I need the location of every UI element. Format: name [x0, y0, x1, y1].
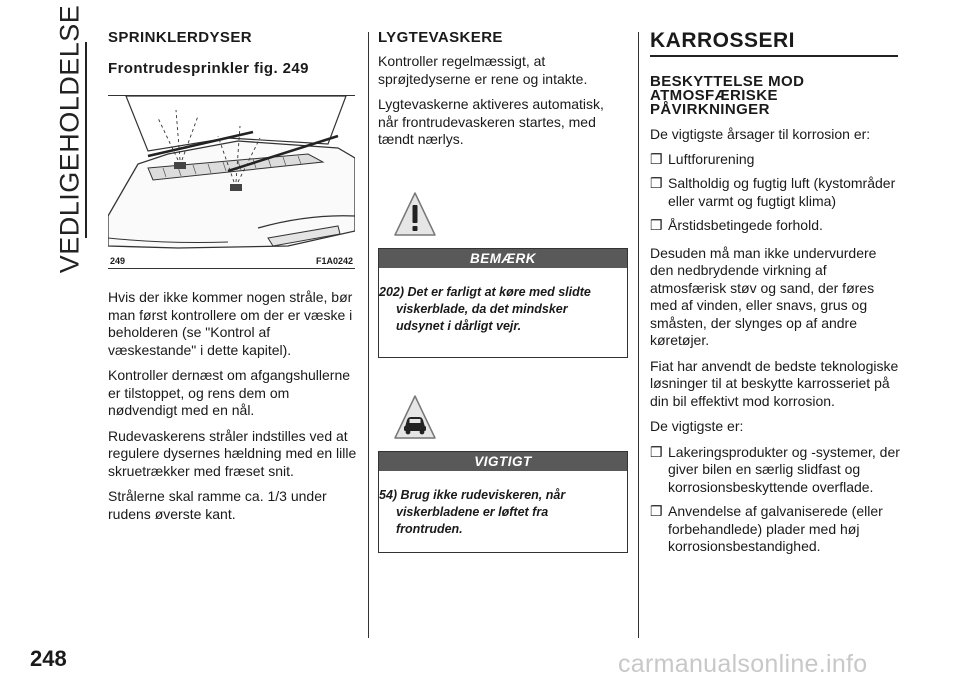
list-item: ❒ Årstidsbetingede forhold. [650, 217, 823, 233]
column-lygtevaskere [378, 30, 628, 553]
page-number: 248 [30, 646, 67, 671]
section-title-vertical: VEDLIGEHOLDELSE [54, 4, 85, 274]
figure-code: F1A0242 [315, 256, 353, 266]
windshield-sprinkler-illustration [108, 96, 355, 256]
note-box [378, 248, 628, 358]
column-karrosseri [650, 30, 900, 563]
subheading-beskyttelse: BESKYTTELSE MOD ATMOSFÆRISKE PÅVIRKNINGER [650, 73, 805, 118]
paragraph: Kontroller regelmæssigt, at sprøjtedyserne er rene og intakte. [378, 53, 588, 87]
paragraph: De vigtigste er: [650, 418, 744, 434]
paragraph: Hvis der ikke kommer nogen stråle, bør man først kontrollere om der er væske i beholderen (se "Kontrol af væskestande" i dette kapitel). [108, 289, 353, 358]
paragraph: Rudevaskerens stråler indstilles ved at regulere dysernes hældning med en lille skruetrækker med fræset snit. [108, 427, 357, 479]
paragraph: Lygtevaskerne aktiveres automatisk, når frontrudevaskeren startes, med tændt nærlys. [378, 96, 604, 147]
important-box-text: 54) Brug ikke rudeviskeren, når viskerbladene er løftet fra frontruden. [379, 487, 566, 536]
heading-sprinklerdyser: SPRINKLERDYSER [108, 29, 252, 46]
car-skid-icon [393, 394, 437, 440]
paragraph: Fiat har anvendt de bedste teknologiske løsninger til at beskytte karrosseriet på din bil effektivt mod korrosion. [650, 357, 899, 409]
column-divider-1 [368, 32, 369, 638]
heading-underline [650, 55, 898, 57]
important-box [378, 451, 628, 553]
heading-lygtevaskere: LYGTEVASKERE [378, 29, 503, 46]
list-item: ❒ Anvendelse af galvaniserede (eller forbehandlede) plader med høj korrosionsbestandighed. [650, 503, 883, 554]
column-sprinklerdyser [108, 30, 358, 531]
warning-triangle-icon [393, 191, 437, 237]
paragraph: Strålerne skal ramme ca. 1/3 under rudens øverste kant. [108, 488, 327, 522]
solutions-list [650, 444, 900, 556]
list-item: ❒ Saltholdig og fugtig luft (kystområder eller varmt og fugtigt klima) [650, 175, 896, 209]
note-box-title: BEMÆRK [379, 249, 627, 268]
column-divider-2 [638, 32, 639, 638]
list-item: ❒ Luftforurening [650, 150, 755, 167]
note-box-text: 202) Det er farligt at køre med slidte viskerblade, da det mindsker udsynet i dårligt vejr. [379, 284, 591, 333]
list-item: ❒ Lakeringsprodukter og -systemer, der giver bilen en særlig slidfast og korrosionsbeskyttende overflade. [650, 443, 900, 495]
heading-karrosseri: KARROSSERI [650, 29, 796, 52]
paragraph: Kontroller dernæst om afgangshullerne er tilstoppet, og rens dem om nødvendigt med en nål. [108, 367, 351, 418]
figure-249 [108, 95, 355, 269]
figure-number: 249 [110, 256, 126, 266]
sidebar-rule [85, 42, 87, 238]
intro-text: De vigtigste årsager til korrosion er: [650, 126, 871, 142]
paragraph: Desuden må man ikke undervurdere den nedbrydende virkning af atmosfærisk støv og sand, der føres med af vinden, eller snavs, grus og småsten, der slynges op af andre køretøjer. [650, 244, 877, 348]
heading-frontrudesprinkler: Frontrudesprinkler fig. 249 [108, 60, 309, 77]
important-box-title: VIGTIGT [379, 452, 627, 471]
causes-list [650, 151, 900, 235]
watermark: carmanualsonline.info [618, 650, 868, 678]
